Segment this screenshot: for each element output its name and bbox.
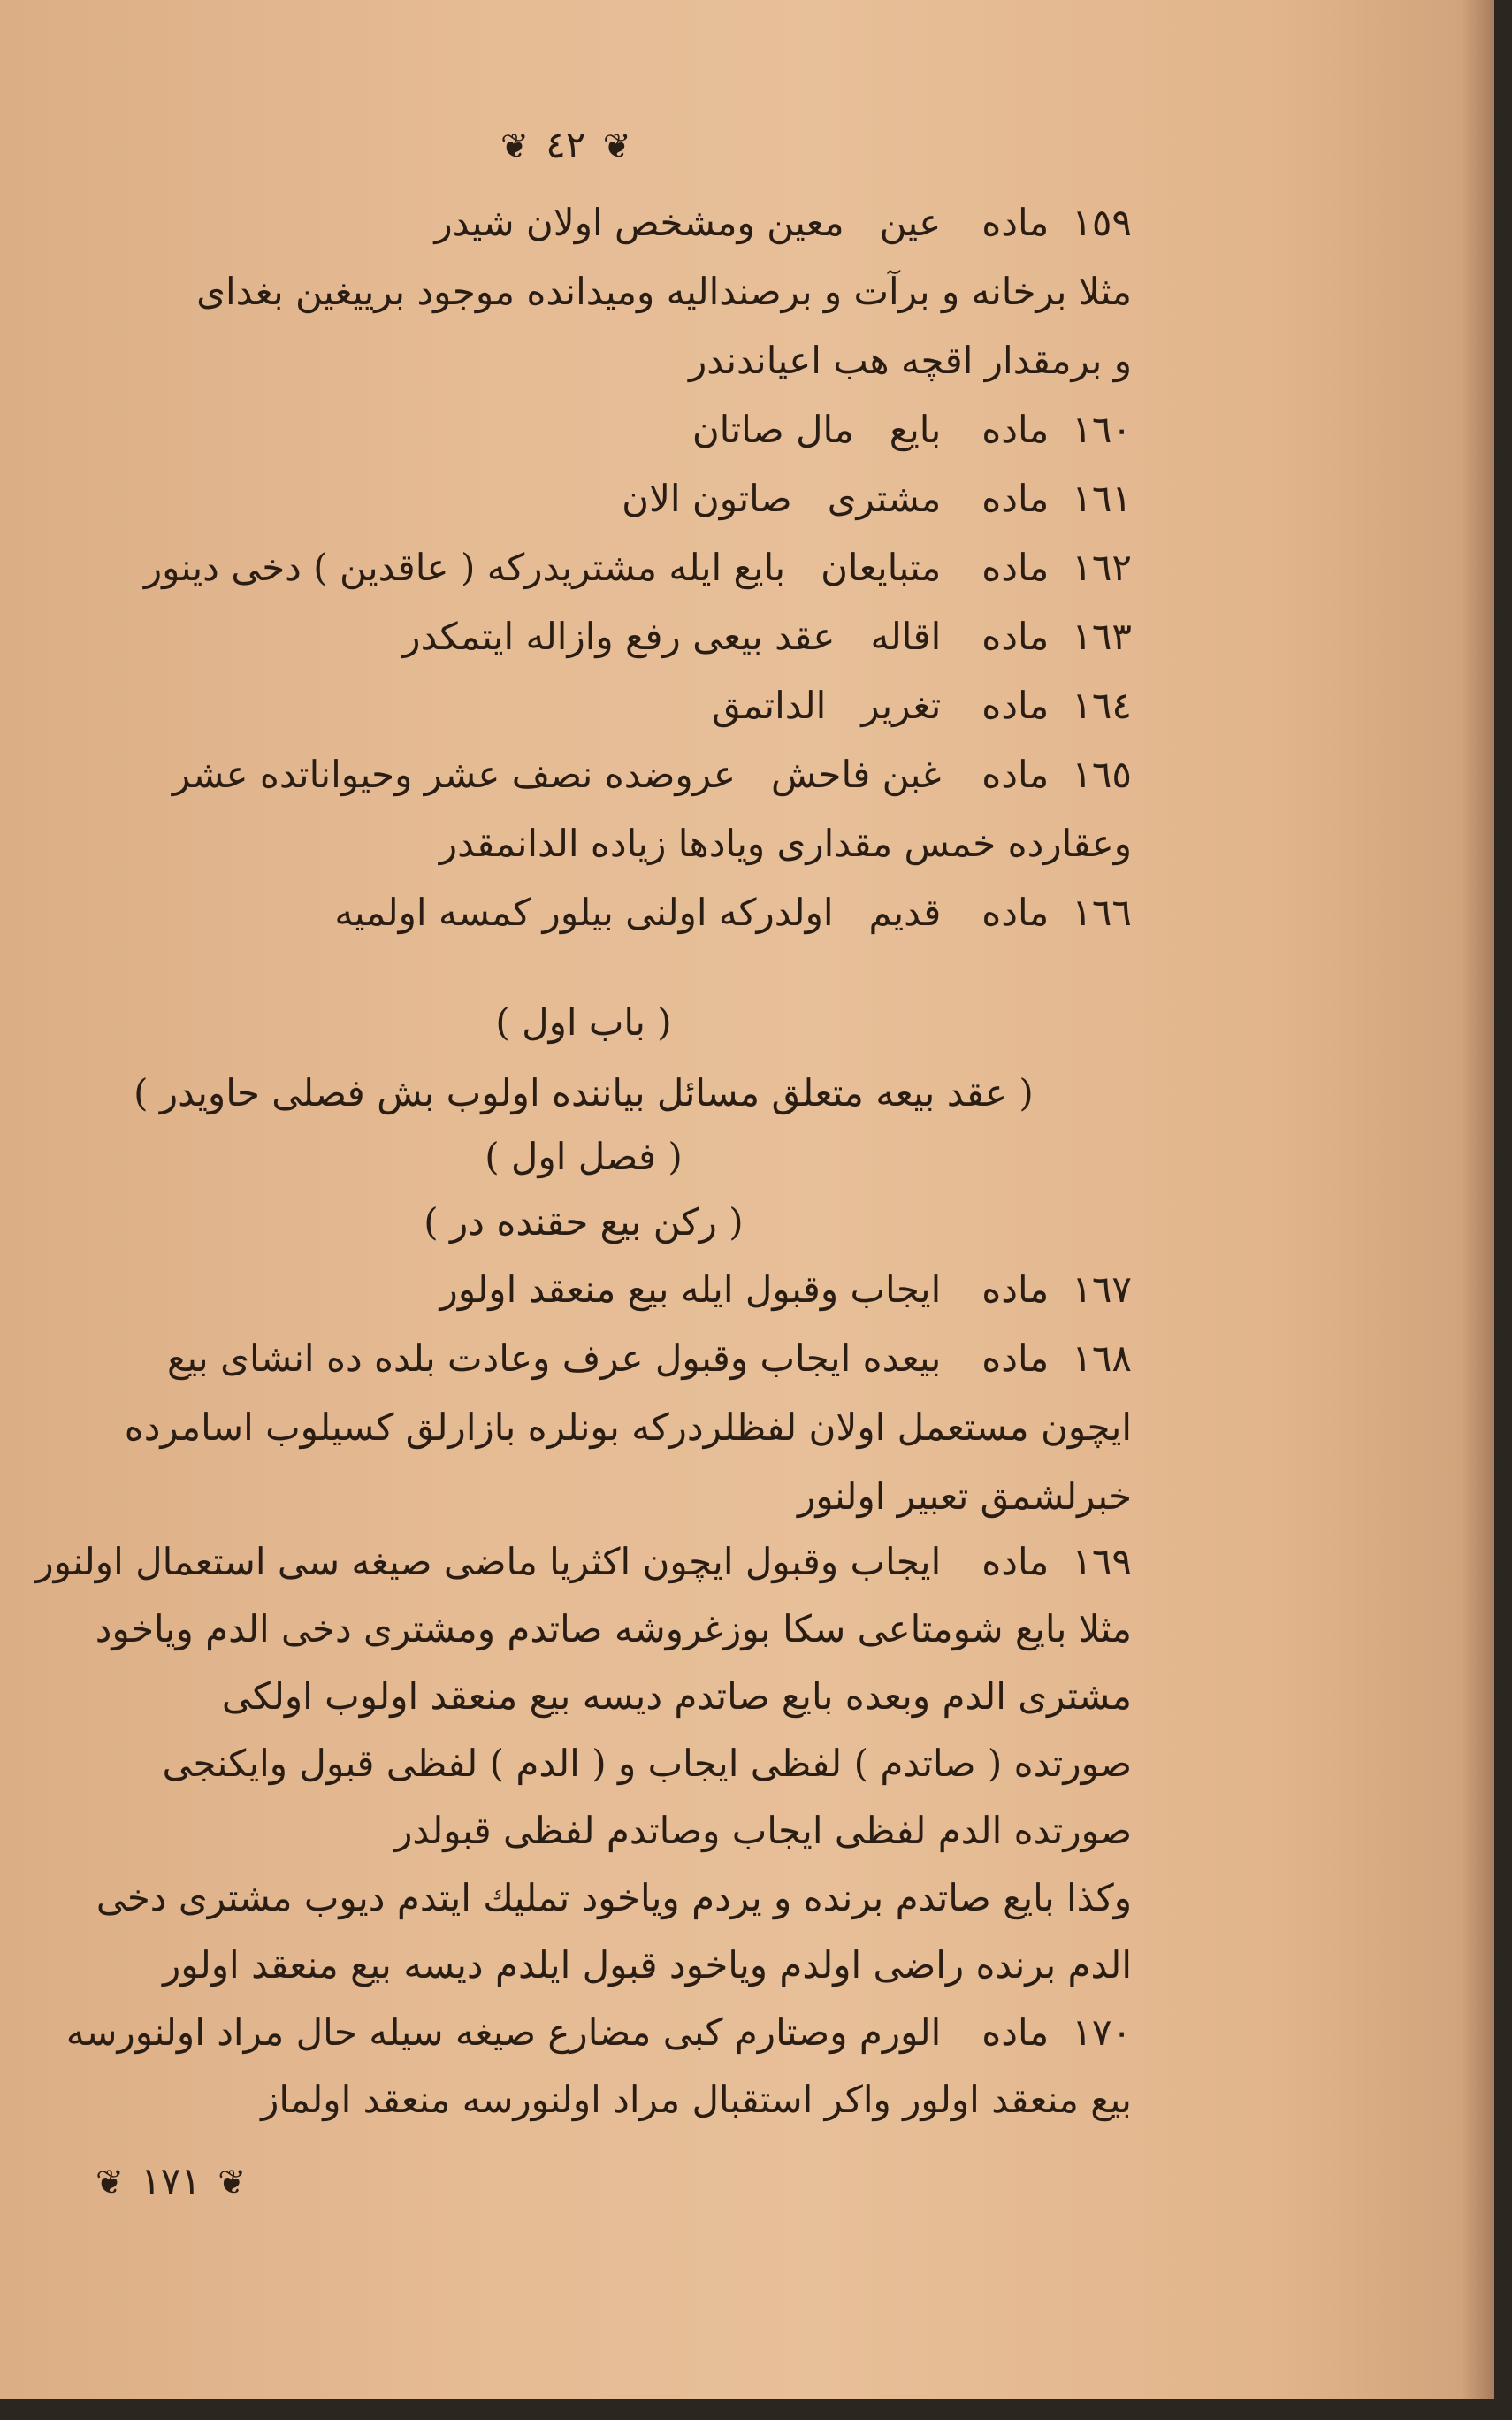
term: عين	[879, 201, 942, 244]
term: غبن فاحش	[770, 753, 942, 796]
ornament-icon: ❦	[95, 2163, 124, 2202]
section-description: ( ركن بيع حقنده در )	[424, 1200, 744, 1244]
article-line: ايچون مستعمل اولان لفظلردركه بونلره بازارلق كسيلوب اسامرده	[124, 1405, 1132, 1449]
definition-line: ١٦٠مادهبايعمال صاتان	[35, 403, 1132, 456]
article-line: وكذا بايع صاتدم برنده و يردم وياخود تمليك ايتدم ديوب مشترى دخى	[95, 1876, 1132, 1919]
article-line: مثلا بايع شومتاعى سكا بوزغروشه صاتدم ومشترى دخى الدم وياخود	[95, 1607, 1132, 1650]
article-line: صورتده ( صاتدم ) لفظى ايجاب و ( الدم ) لفظى قبول وايكنجى	[162, 1742, 1132, 1785]
definition-line: و برمقدار اقچه هب اعياندندر	[688, 339, 1132, 382]
ornament-icon: ❦	[218, 2163, 247, 2202]
term: مشترى	[827, 477, 942, 520]
article-line: الدم برنده راضى اولدم وياخود قبول ايلدم ديسه بيع منعقد اولور	[163, 1943, 1132, 1987]
article-line: مشترى الدم وبعده بايع صاتدم ديسه بيع منعقد اولوب اولكى	[221, 1674, 1132, 1718]
definition-line: ١٦١مادهمشترىصاتون الان	[35, 472, 1132, 525]
chapter-heading: ( باب اول )	[495, 1000, 672, 1044]
ornament-icon: ❦	[602, 126, 631, 165]
term: تغرير	[861, 684, 942, 727]
article-line: بيع منعقد اولور واكر استقبال مراد اولنورسه منعقد اولماز	[261, 2078, 1132, 2121]
definition-line: مثلا برخانه و برآت و برصندالیه وميدانده موجود برييغين بغداى	[196, 270, 1132, 313]
article-line: ١٦٨مادهبيعده ايجاب وقبول عرف وعادت بلده ده انشاى بيع	[167, 1336, 1132, 1380]
term: قديم	[868, 891, 942, 934]
article-line: خبرلشمق تعبير اولنور	[798, 1474, 1132, 1518]
definition-line: ١٥٩مادهعينمعين ومشخص اولان شيدر	[35, 196, 1132, 249]
definition-line: ١٦٣مادهاقالهعقد بيعى رفع وازاله ايتمكدر	[35, 610, 1132, 663]
signature-mark	[90, 2155, 251, 2209]
definition-line: ١٦٦مادهقديماولدركه اولنى بيلور كمسه اولميه	[35, 886, 1132, 939]
term: متبايعان	[821, 546, 942, 589]
definition-line: ١٦٢مادهمتبايعانبايع ايله مشتريدركه ( عاقدين ) دخى دينور	[35, 541, 1132, 594]
article-line: ١٧٠مادهالورم وصتارم كبى مضارع صيغه سيله حال مراد اولنورسه	[65, 2010, 1132, 2054]
definition-line: وعقارده خمس مقدارى ويادها زياده الدانمقدر	[439, 822, 1132, 865]
signature-number: ١٧١	[141, 2159, 201, 2202]
article-line: ١٦٧مادهايجاب وقبول ايله بيع منعقد اولور	[439, 1267, 1132, 1311]
ornament-icon: ❦	[500, 126, 529, 165]
article-line: ١٦٩مادهايجاب وقبول ايچون اكثريا ماضى صيغه سى استعمال اولنور	[35, 1540, 1132, 1583]
page-number: ٤٢	[546, 123, 586, 166]
chapter-description: ( عقد بيعه متعلق مسائل بياننده اولوب بش فصلى حاويدر )	[134, 1071, 1034, 1114]
definition-line: ١٦٤مادهتغريرالداتمق	[35, 679, 1132, 732]
article-line: صورتده الدم لفظى ايجاب وصاتدم لفظى قبولدر	[394, 1809, 1132, 1852]
definition-line: ١٦٥مادهغبن فاحشعروضده نصف عشر وحيواناتده عشر	[35, 748, 1132, 801]
page-body	[35, 0, 1132, 2399]
term: اقاله	[870, 615, 942, 658]
section-heading: ( فصل اول )	[485, 1135, 683, 1178]
term: بايع	[889, 408, 942, 451]
